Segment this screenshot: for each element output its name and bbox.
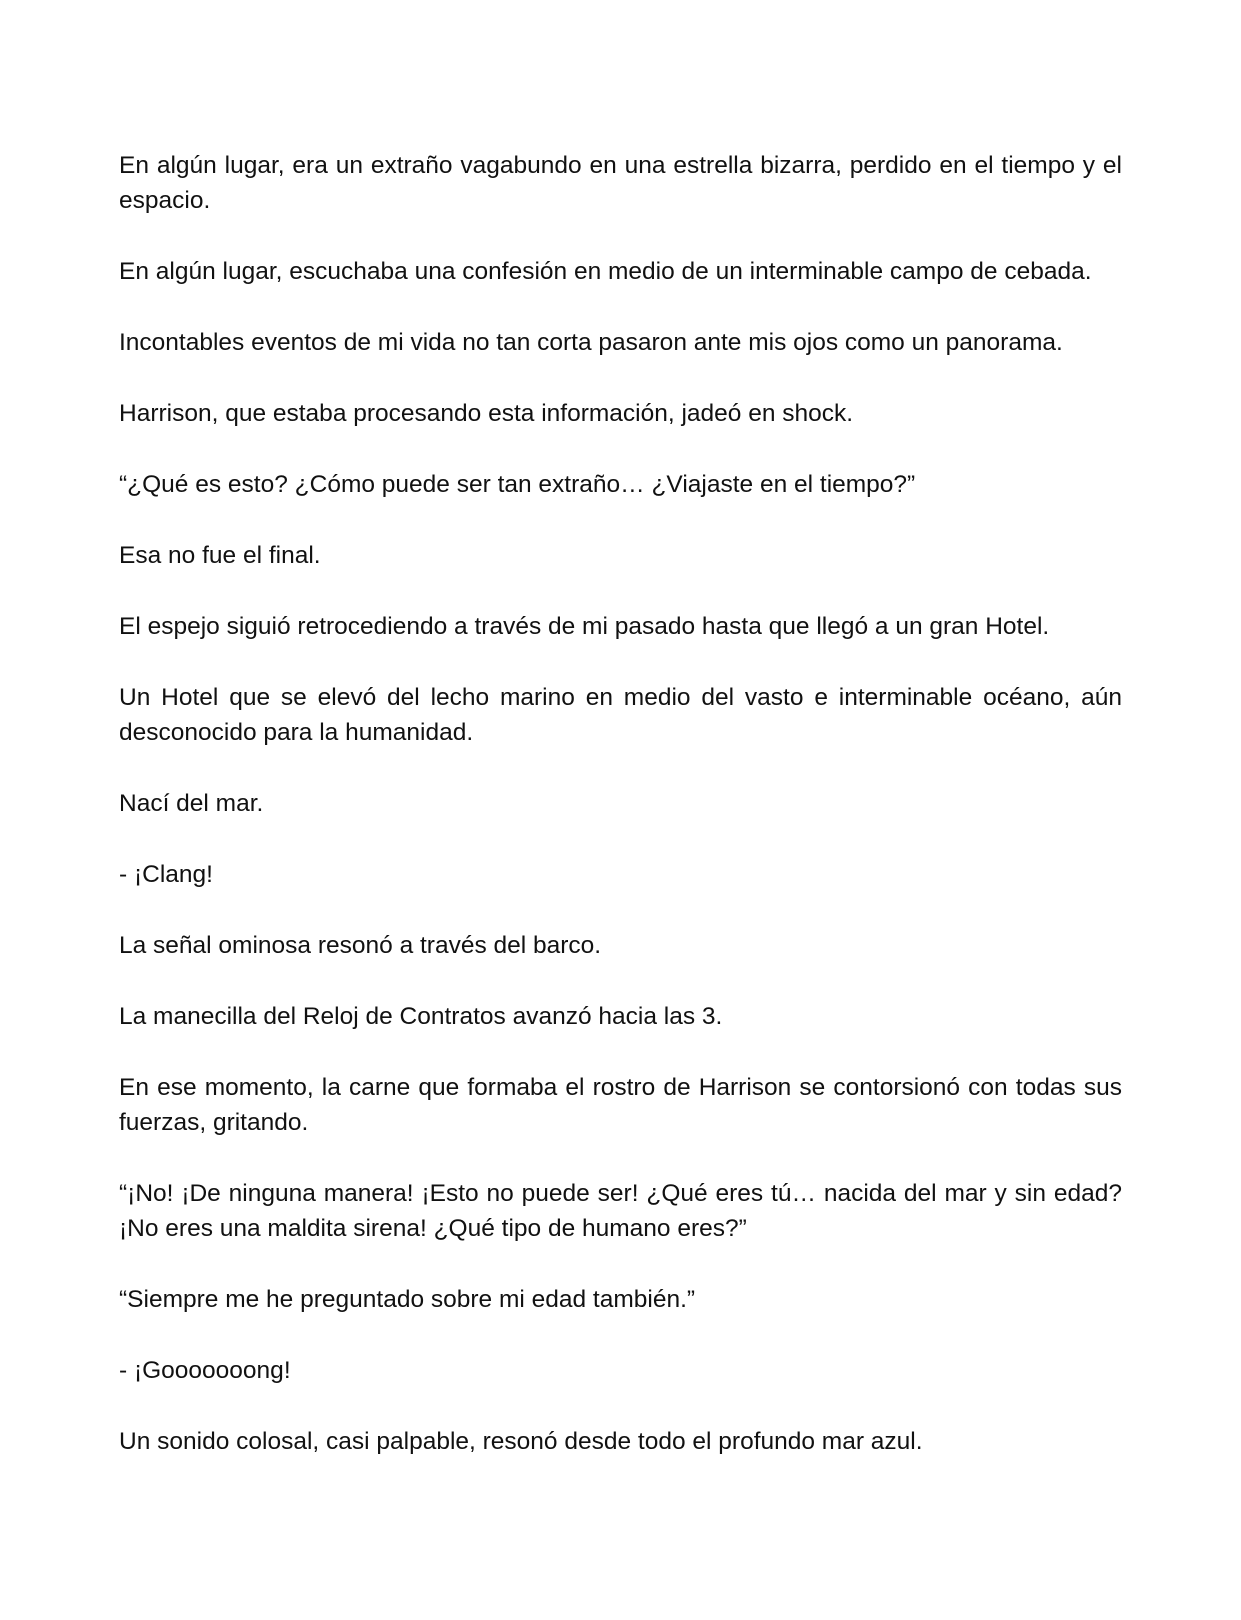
paragraph: Un Hotel que se elevó del lecho marino en medio del vasto e interminable océano, aún desconocido para la humanidad. [119, 684, 1122, 746]
dialogue-line: “Siempre me he preguntado sobre mi edad también.” [119, 1286, 696, 1313]
sound-effect: - ¡Gooooooong! [119, 1357, 291, 1384]
sound-effect: - ¡Clang! [119, 861, 213, 888]
dialogue-line: “¿Qué es esto? ¿Cómo puede ser tan extraño… ¿Viajaste en el tiempo?” [119, 471, 916, 498]
document-page [119, 148, 1122, 1495]
paragraph: Harrison, que estaba procesando esta información, jadeó en shock. [119, 400, 854, 427]
dialogue-line: “¡No! ¡De ninguna manera! ¡Esto no puede ser! ¿Qué eres tú… nacida del mar y sin edad? ¡No eres una maldita sirena! ¿Qué tipo de humano eres?” [119, 1180, 1122, 1242]
paragraph: Incontables eventos de mi vida no tan corta pasaron ante mis ojos como un panorama. [119, 329, 1063, 356]
paragraph: La señal ominosa resonó a través del barco. [119, 932, 602, 959]
paragraph: En algún lugar, era un extraño vagabundo en una estrella bizarra, perdido en el tiempo y el espacio. [119, 152, 1122, 214]
paragraph: Nací del mar. [119, 790, 264, 817]
paragraph: La manecilla del Reloj de Contratos avanzó hacia las 3. [119, 1003, 723, 1030]
paragraph: En algún lugar, escuchaba una confesión en medio de un interminable campo de cebada. [119, 258, 1092, 285]
paragraph: En ese momento, la carne que formaba el rostro de Harrison se contorsionó con todas sus fuerzas, gritando. [119, 1074, 1122, 1136]
paragraph: Esa no fue el final. [119, 542, 321, 569]
paragraph: Un sonido colosal, casi palpable, resonó desde todo el profundo mar azul. [119, 1428, 923, 1455]
paragraph: El espejo siguió retrocediendo a través de mi pasado hasta que llegó a un gran Hotel. [119, 613, 1050, 640]
